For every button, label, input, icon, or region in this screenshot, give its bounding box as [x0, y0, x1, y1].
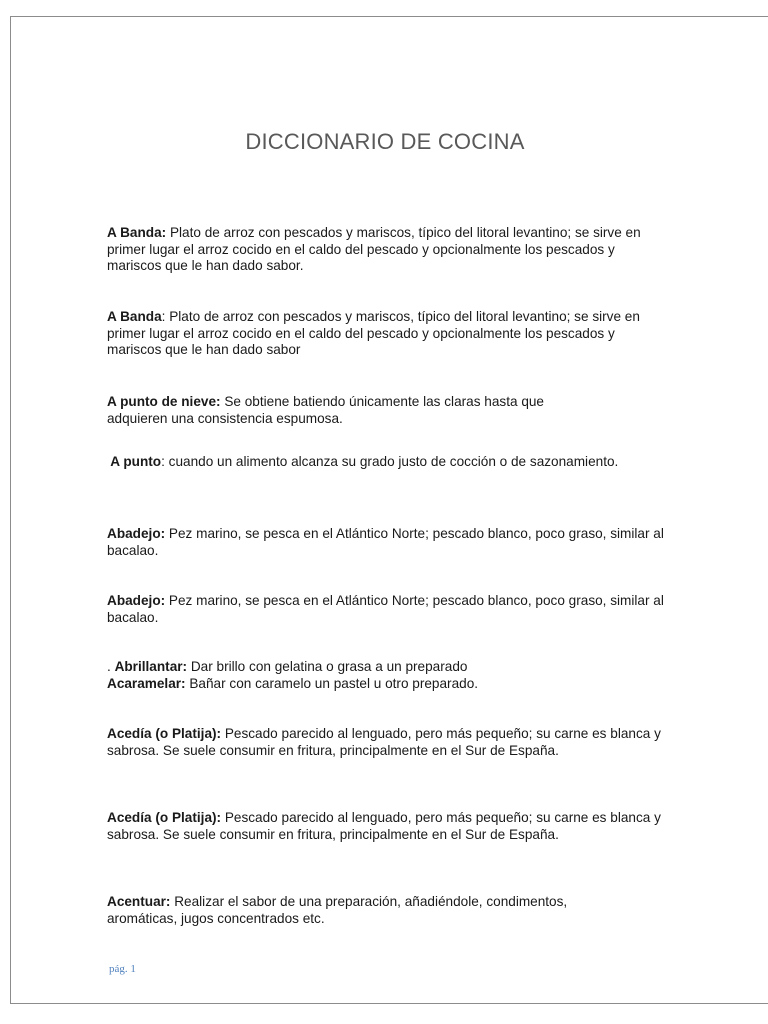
entry-acentuar: [107, 894, 637, 927]
entry-definition: Pescado parecido al lenguado, pero más pequeño; su carne es blanca y sabrosa. Se suele consumir en fritura, principalmente en el Sur de España.: [107, 726, 661, 758]
entry-definition: Bañar con caramelo un pastel u otro preparado.: [185, 675, 479, 691]
entry-acaramelar: [107, 676, 667, 693]
entry-term: A Banda: [107, 309, 162, 324]
entry-definition: Pez marino, se pesca en el Atlántico Norte; pescado blanco, poco graso, similar al bacalao.: [107, 593, 664, 625]
entry-prefix: .: [107, 659, 115, 674]
entry-abadejo-1: [107, 526, 667, 559]
entry-term: Acedía (o Platija):: [107, 726, 222, 741]
entry-term: Abrillantar:: [114, 659, 188, 674]
entry-definition: Se obtiene batiendo únicamente las claras hasta que adquieren una consistencia espumosa.: [107, 394, 544, 426]
page-number: pág. 1: [109, 963, 136, 975]
entry-abrillantar: [107, 659, 667, 676]
entry-definition: Pescado parecido al lenguado, pero más pequeño; su carne es blanca y sabrosa. Se suele consumir en fritura, principalmente en el Sur de España.: [107, 810, 661, 842]
entry-term: Abadejo:: [107, 526, 166, 541]
entry-a-banda-1: [107, 225, 667, 275]
entry-a-banda-2: [107, 309, 667, 359]
entry-definition: Realizar el sabor de una preparación, añadiéndole, condimentos, aromáticas, jugos concentrados etc.: [107, 894, 568, 926]
document-page: [10, 16, 768, 1004]
entry-a-punto-de-nieve: [107, 394, 607, 427]
entry-term: Acedía (o Platija):: [107, 810, 222, 825]
entry-acedia-2: [107, 810, 667, 843]
document-title: DICCIONARIO DE COCINA: [245, 129, 525, 154]
entry-definition: : Plato de arroz con pescados y mariscos, típico del litoral levantino; se sirve en primer lugar el arroz cocido en el caldo del pescado y opcionalmente los pescados y mariscos que le han dado sabor: [107, 309, 640, 357]
entry-term: Abadejo:: [107, 593, 166, 608]
entry-abadejo-2: [107, 593, 667, 626]
entry-a-punto: [107, 449, 660, 475]
entry-acedia-1: [107, 726, 667, 759]
entry-definition: : cuando un alimento alcanza su grado justo de cocción o de sazonamiento.: [161, 454, 619, 469]
entry-definition: Plato de arroz con pescados y mariscos, típico del litoral levantino; se sirve en primer lugar el arroz cocido en el caldo del pescado y opcionalmente los pescados y mariscos que le han dado sabor.: [107, 225, 641, 273]
entry-term: A punto: [107, 454, 162, 469]
entry-term: Acentuar:: [107, 894, 171, 909]
entry-term: Acaramelar:: [107, 675, 186, 691]
entry-term: A Banda:: [107, 225, 167, 240]
entry-definition: Dar brillo con gelatina o grasa a un preparado: [187, 659, 468, 674]
entry-abrillantar-acaramelar: [107, 659, 667, 692]
entry-definition: Pez marino, se pesca en el Atlántico Norte; pescado blanco, poco graso, similar al bacalao.: [107, 526, 664, 558]
entry-term: A punto de nieve:: [107, 394, 221, 409]
